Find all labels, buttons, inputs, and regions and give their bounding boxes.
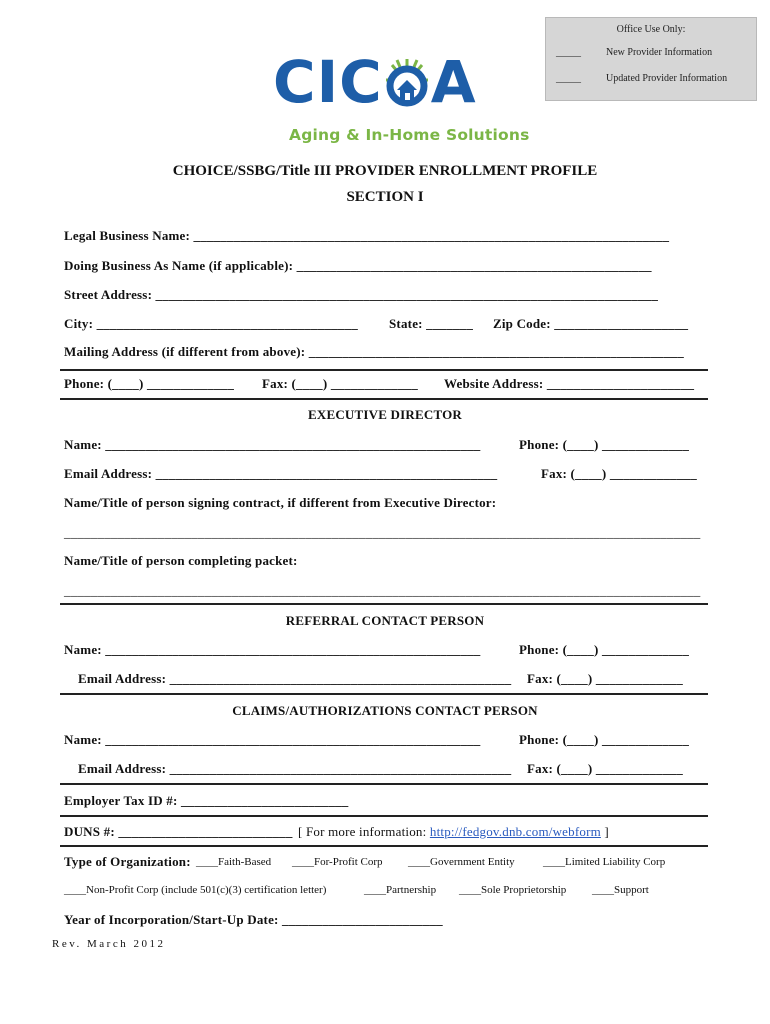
- employer-tax-id-field[interactable]: Employer Tax ID #: _________________________: [64, 793, 349, 808]
- updated-provider-blank[interactable]: _____: [556, 73, 581, 84]
- divider: [60, 845, 708, 847]
- duns-webform-link[interactable]: http://fedgov.dnb.com/webform: [429, 824, 601, 839]
- logo-text-left: CIC: [273, 48, 383, 116]
- website-field[interactable]: Website Address: ______________________: [444, 376, 695, 391]
- logo-text-right: A: [430, 48, 477, 116]
- cicoa-logo: [273, 48, 477, 116]
- exec-fax-field[interactable]: Fax: (____) _____________: [541, 466, 697, 481]
- completer-line-field[interactable]: _______________________________________________________________________________________________: [64, 583, 701, 598]
- city-field[interactable]: City: _______________________________________: [64, 316, 358, 331]
- logo-tagline: Aging & In-Home Solutions: [289, 126, 530, 144]
- org-option-sole-proprietorship[interactable]: ____Sole Proprietorship: [459, 884, 567, 896]
- house-sun-icon: [383, 52, 431, 112]
- duns-field[interactable]: DUNS #: __________________________: [64, 824, 293, 839]
- completer-label: Name/Title of person completing packet:: [64, 553, 298, 568]
- office-use-box: [545, 17, 757, 101]
- new-provider-row: [556, 47, 712, 58]
- org-option-llc[interactable]: ____Limited Liability Corp: [543, 856, 666, 868]
- duns-info-prefix: [ For more information:: [297, 824, 430, 839]
- executive-director-heading: EXECUTIVE DIRECTOR: [308, 407, 462, 422]
- referral-fax-field[interactable]: Fax: (____) _____________: [527, 671, 683, 686]
- org-option-partnership[interactable]: ____Partnership: [364, 884, 437, 896]
- claims-phone-field[interactable]: Phone: (____) _____________: [519, 732, 690, 747]
- organization-type-label: Type of Organization:: [64, 854, 191, 869]
- duns-info-suffix: ]: [600, 824, 609, 839]
- new-provider-label: New Provider Information: [606, 47, 713, 58]
- office-use-title: Office Use Only:: [616, 24, 686, 35]
- referral-name-field[interactable]: Name: ________________________________________________________: [64, 642, 481, 657]
- divider: [60, 693, 708, 695]
- claims-email-field[interactable]: Email Address: ___________________________________________________: [78, 761, 512, 776]
- referral-email-field[interactable]: Email Address: ___________________________________________________: [78, 671, 512, 686]
- claims-name-field[interactable]: Name: ________________________________________________________: [64, 732, 481, 747]
- exec-email-field[interactable]: Email Address: ___________________________________________________: [64, 466, 498, 481]
- duns-row: [64, 824, 609, 840]
- divider: [60, 603, 708, 605]
- phone-field[interactable]: Phone: (____) _____________: [64, 376, 235, 391]
- updated-provider-label: Updated Provider Information: [606, 73, 728, 84]
- legal-business-name-field[interactable]: Legal Business Name: _______________________________________________________________________: [64, 228, 670, 243]
- claims-contact-heading: CLAIMS/AUTHORIZATIONS CONTACT PERSON: [232, 703, 538, 718]
- divider: [60, 783, 708, 785]
- org-option-support[interactable]: ____Support: [592, 884, 649, 896]
- revision-footer: Rev. March 2012: [52, 938, 166, 950]
- signer-line-field[interactable]: _______________________________________________________________________________________________: [64, 525, 701, 540]
- org-option-government[interactable]: ____Government Entity: [408, 856, 515, 868]
- divider: [60, 815, 708, 817]
- updated-provider-row: [556, 73, 727, 84]
- referral-contact-heading: REFERRAL CONTACT PERSON: [285, 613, 485, 628]
- org-option-non-profit[interactable]: ____Non-Profit Corp (include 501(c)(3) certification letter): [64, 884, 327, 896]
- street-address-field[interactable]: Street Address: ___________________________________________________________________________: [64, 287, 659, 302]
- page-title: CHOICE/SSBG/Title III PROVIDER ENROLLMENT PROFILE: [172, 163, 598, 179]
- mailing-address-field[interactable]: Mailing Address (if different from above): ________________________________________________________: [64, 344, 684, 359]
- exec-phone-field[interactable]: Phone: (____) _____________: [519, 437, 690, 452]
- divider: [60, 369, 708, 371]
- org-option-faith-based[interactable]: ____Faith-Based: [196, 856, 272, 868]
- section-title: SECTION I: [346, 189, 424, 205]
- exec-name-field[interactable]: Name: ________________________________________________________: [64, 437, 481, 452]
- divider: [60, 398, 708, 400]
- fax-field[interactable]: Fax: (____) _____________: [262, 376, 418, 391]
- state-field[interactable]: State: _______: [389, 316, 474, 331]
- new-provider-blank[interactable]: _____: [556, 47, 581, 58]
- claims-fax-field[interactable]: Fax: (____) _____________: [527, 761, 683, 776]
- org-option-for-profit[interactable]: ____For-Profit Corp: [292, 856, 383, 868]
- incorporation-date-field[interactable]: Year of Incorporation/Start-Up Date: ________________________: [64, 912, 443, 927]
- dba-name-field[interactable]: Doing Business As Name (if applicable): _____________________________________________________: [64, 258, 652, 273]
- signer-label: Name/Title of person signing contract, if different from Executive Director:: [64, 495, 497, 510]
- referral-phone-field[interactable]: Phone: (____) _____________: [519, 642, 690, 657]
- zip-code-field[interactable]: Zip Code: ____________________: [493, 316, 689, 331]
